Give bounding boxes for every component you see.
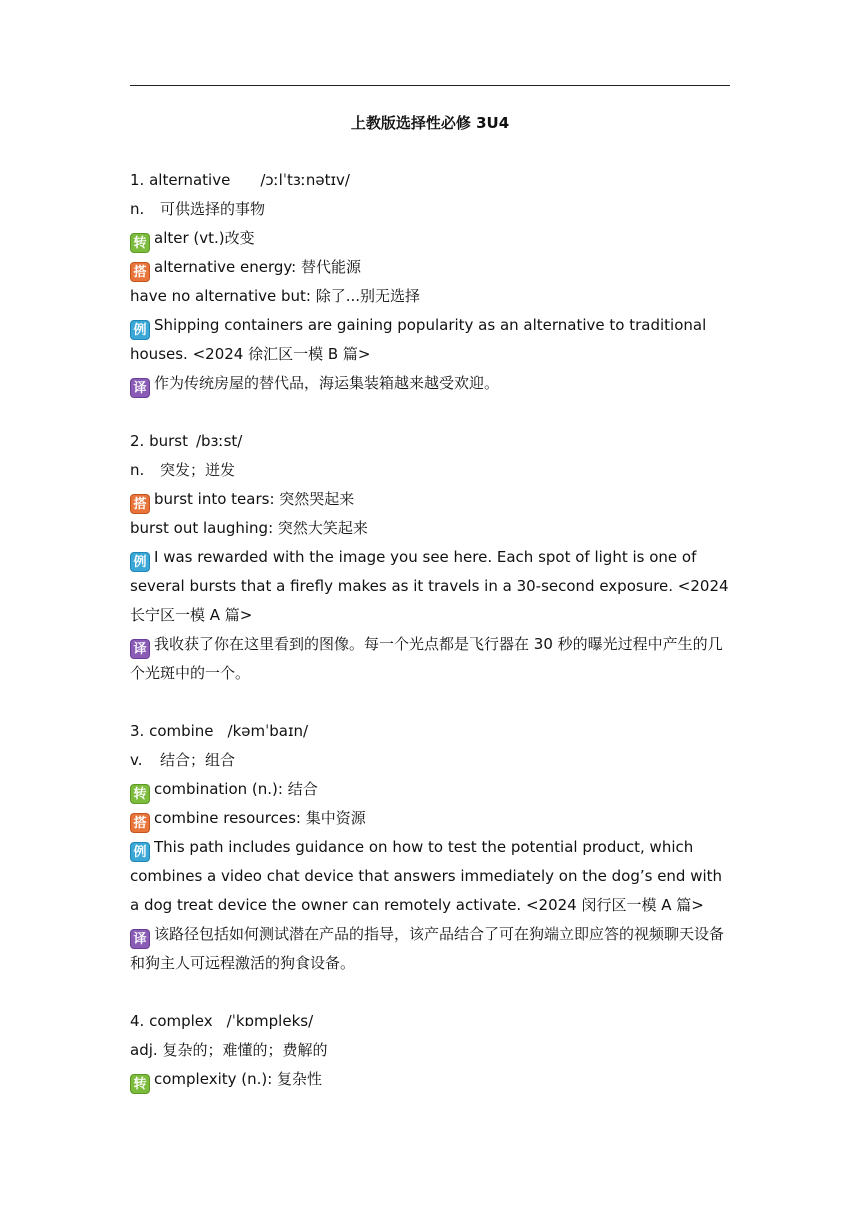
vocab-entry <box>130 166 730 398</box>
collocation-icon: 搭 <box>130 494 150 514</box>
collocation: combine resources: 集中资源 <box>154 809 366 827</box>
translation: 该路径包括如何测试潜在产品的指导，该产品结合了可在狗端立即应答的视频聊天设备和狗主人可远程激活的狗食设备。 <box>130 925 725 972</box>
example-line <box>130 833 730 920</box>
derivation-icon: 转 <box>130 1074 150 1094</box>
derivation: complexity (n.): 复杂性 <box>154 1070 323 1088</box>
collocation-line <box>130 485 730 514</box>
example-sentence: I was rewarded with the image you see here. Each spot of light is one of several bursts that a firefly makes as it travels in a 30-second exposure. <2024 长宁区一模 A 篇> <box>130 548 729 624</box>
translation: 作为传统房屋的替代品，海运集装箱越来越受欢迎。 <box>154 374 500 392</box>
example-sentence: Shipping containers are gaining popularity as an alternative to traditional houses. <2024 徐汇区一模 B 篇> <box>130 316 707 363</box>
part-of-speech: adj. <box>130 1041 158 1059</box>
translation-icon: 译 <box>130 929 150 949</box>
entry-headword-line <box>130 1007 730 1036</box>
derivation: combination (n.): 结合 <box>154 780 318 798</box>
headword: 4. complex <box>130 1012 213 1030</box>
meaning-line <box>130 1036 730 1065</box>
page-title: 上教版选择性必修 3U4 <box>350 114 510 132</box>
meaning: 突发；迸发 <box>160 461 236 479</box>
example-icon: 例 <box>130 552 150 572</box>
meaning: 可供选择的事物 <box>160 200 266 218</box>
derivation-line <box>130 224 730 253</box>
entry-headword-line <box>130 427 730 456</box>
headword: 1. alternative <box>130 171 231 189</box>
vocab-entry <box>130 717 730 978</box>
phonetic: /ɔːlˈtɜːnətɪv/ <box>260 171 350 189</box>
spacer <box>130 978 730 1007</box>
spacer <box>130 398 730 427</box>
meaning-line <box>130 746 730 775</box>
example-icon: 例 <box>130 842 150 862</box>
meaning-line <box>130 195 730 224</box>
headword: 3. combine <box>130 722 214 740</box>
collocation-extra: have no alternative but: 除了...别无选择 <box>130 287 421 305</box>
entry-headword-line <box>130 717 730 746</box>
headword: 2. burst <box>130 432 188 450</box>
phonetic: /bɜːst/ <box>195 432 243 450</box>
vocab-entry <box>130 427 730 688</box>
collocation-extra: burst out laughing: 突然大笑起来 <box>130 519 368 537</box>
translation-line <box>130 630 730 688</box>
meaning: 复杂的；难懂的；费解的 <box>162 1041 328 1059</box>
translation-icon: 译 <box>130 378 150 398</box>
collocation-line <box>130 253 730 282</box>
collocation-icon: 搭 <box>130 262 150 282</box>
translation-icon: 译 <box>130 639 150 659</box>
derivation-icon: 转 <box>130 233 150 253</box>
example-line <box>130 311 730 369</box>
part-of-speech: n. <box>130 200 145 218</box>
phonetic: /kəmˈbaɪn/ <box>227 722 309 740</box>
translation-line <box>130 369 730 398</box>
example-icon: 例 <box>130 320 150 340</box>
phonetic: /ˈkɒmpleks/ <box>226 1012 314 1030</box>
translation-line <box>130 920 730 978</box>
part-of-speech: v. <box>130 751 143 769</box>
spacer <box>130 688 730 717</box>
header-rule <box>130 85 730 86</box>
translation: 我收获了你在这里看到的图像。每一个光点都是飞行器在 30 秒的曝光过程中产生的几个光斑中的一个。 <box>130 635 723 682</box>
derivation-line <box>130 775 730 804</box>
collocation-icon: 搭 <box>130 813 150 833</box>
derivation-icon: 转 <box>130 784 150 804</box>
vocab-entry <box>130 1007 730 1094</box>
entry-headword-line <box>130 166 730 195</box>
meaning-line <box>130 456 730 485</box>
example-sentence: This path includes guidance on how to test the potential product, which combines a video chat device that answers immediately on the dog’s end with a dog treat device the owner can remotely activate. <2024 闵行区一模 A 篇> <box>130 838 723 914</box>
vocab-list <box>130 166 730 1094</box>
collocation-line <box>130 804 730 833</box>
meaning: 结合；组合 <box>160 751 236 769</box>
collocation: alternative energy: 替代能源 <box>154 258 361 276</box>
derivation-line <box>130 1065 730 1094</box>
part-of-speech: n. <box>130 461 145 479</box>
collocation: burst into tears: 突然哭起来 <box>154 490 355 508</box>
derivation: alter (vt.)改变 <box>154 229 255 247</box>
example-line <box>130 543 730 630</box>
